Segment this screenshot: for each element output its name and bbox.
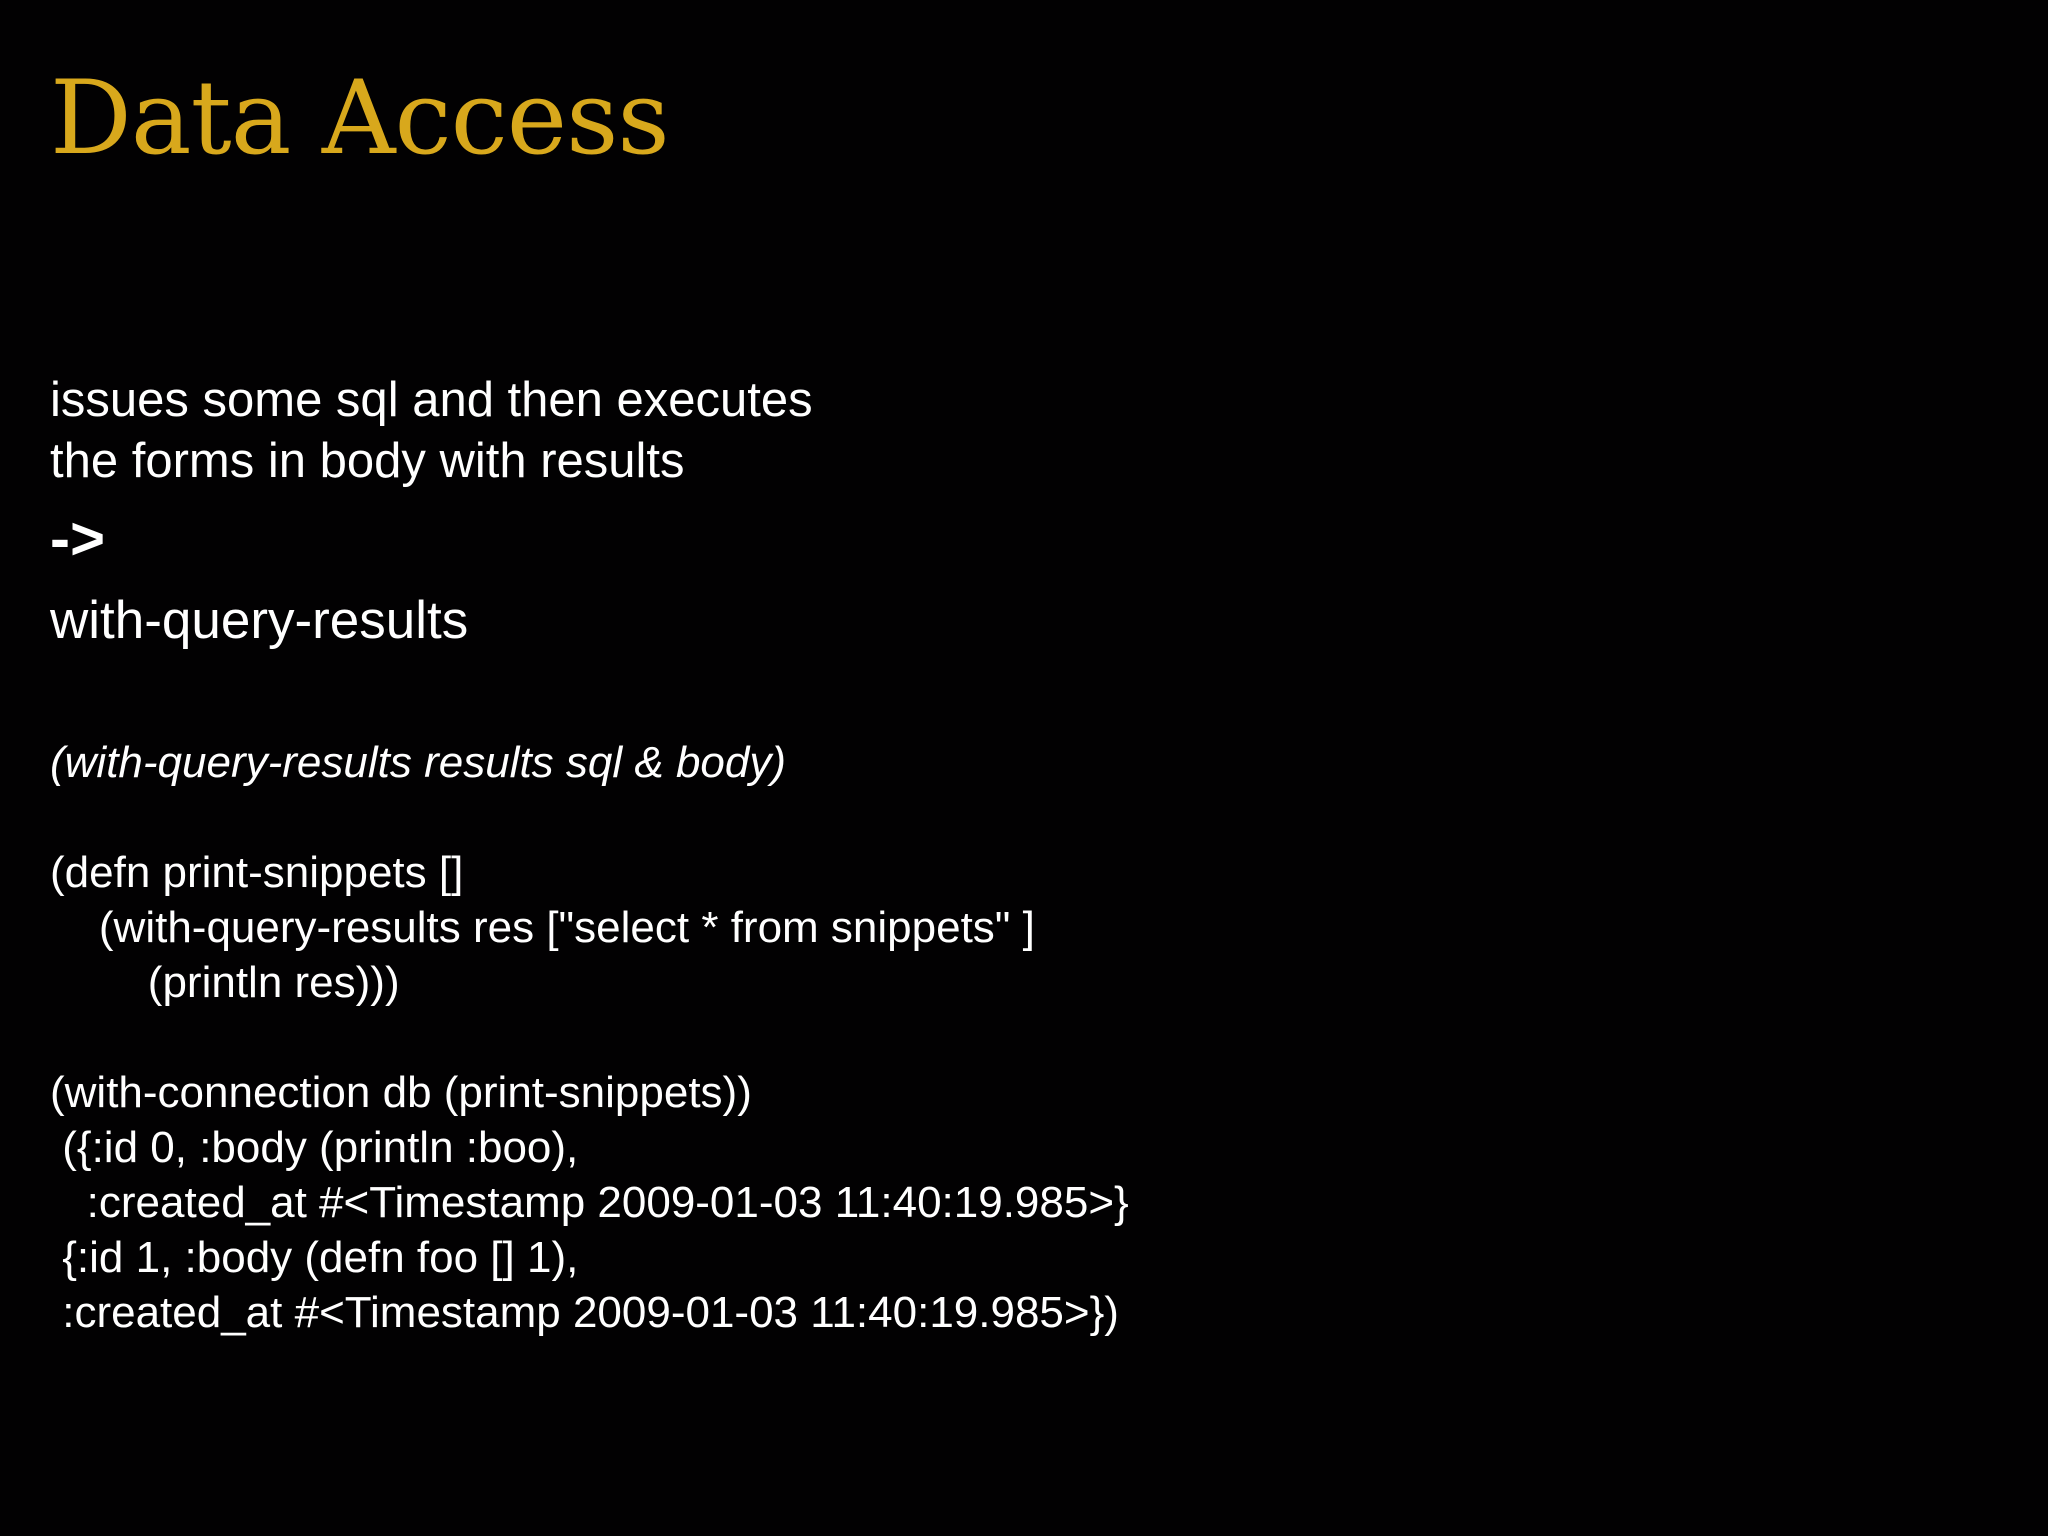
function-name: with-query-results (50, 591, 469, 650)
intro-line-2: the forms in body with results (50, 434, 685, 488)
intro-line-1: issues some sql and then executes (50, 373, 813, 427)
code-line: ({:id 0, :body (println :boo), (50, 1123, 579, 1172)
arrow-symbol: -> (50, 505, 106, 572)
code-line: (with-query-results res ["select * from snippets" ] (50, 903, 1035, 952)
code-line: :created_at #<Timestamp 2009-01-03 11:40:19.985>} (50, 1178, 1129, 1227)
slide-title: Data Access (50, 59, 669, 178)
code-line: (println res))) (50, 958, 400, 1007)
code-line: {:id 1, :body (defn foo [] 1), (50, 1233, 579, 1282)
code-line: (with-connection db (print-snippets)) (50, 1068, 752, 1117)
code-line: :created_at #<Timestamp 2009-01-03 11:40:19.985>}) (50, 1288, 1119, 1337)
function-signature: (with-query-results results sql & body) (50, 738, 787, 787)
code-line: (defn print-snippets [] (50, 848, 464, 897)
